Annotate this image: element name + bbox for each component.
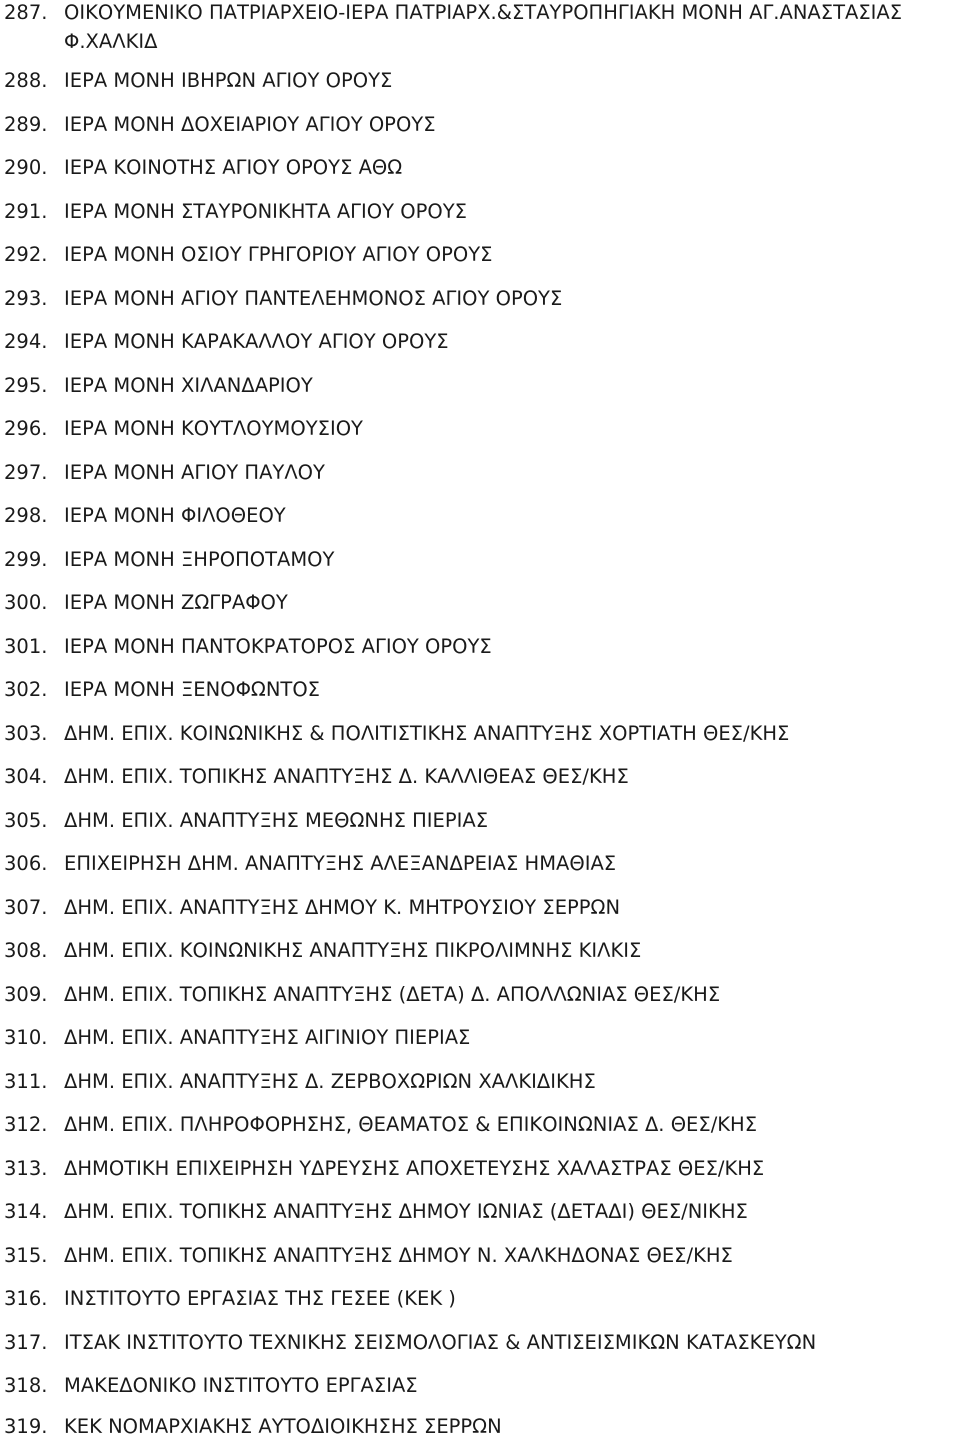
- item-text: ΙΕΡΑ ΜΟΝΗ ΚΑΡΑΚΑΛΛΟΥ ΑΓΙΟΥ ΟΡΟΥΣ: [64, 330, 449, 353]
- item-text: ΔΗΜ. ΕΠΙΧ. ΤΟΠΙΚΗΣ ΑΝΑΠΤΥΞΗΣ ΔΗΜΟΥ Ν. ΧΑΛΚΗΔΟΝΑΣ ΘΕΣ/ΚΗΣ: [64, 1243, 733, 1267]
- item-text: ΙΕΡΑ ΜΟΝΗ ΖΩΓΡΑΦΟΥ: [64, 591, 288, 614]
- item-text: ΔΗΜ. ΕΠΙΧ. ΤΟΠΙΚΗΣ ΑΝΑΠΤΥΞΗΣ ΔΗΜΟΥ ΙΩΝΙΑΣ (ΔΕΤΑΔΙ) ΘΕΣ/ΝΙΚΗΣ: [64, 1200, 748, 1223]
- item-text: ΕΠΙΧΕΙΡΗΣΗ ΔΗΜ. ΑΝΑΠΤΥΞΗΣ ΑΛΕΞΑΝΔΡΕΙΑΣ ΗΜΑΘΙΑΣ: [64, 852, 617, 875]
- item-number: 306.: [4, 852, 48, 875]
- item-text: ΙΤΣΑΚ ΙΝΣΤΙΤΟΥΤΟ ΤΕΧΝΙΚΗΣ ΣΕΙΣΜΟΛΟΓΙΑΣ & ΑΝΤΙΣΕΙΣΜΙΚΩΝ ΚΑΤΑΣΚΕΥΩΝ: [64, 1330, 817, 1354]
- item-number: 289.: [4, 112, 48, 136]
- item-text: ΙΕΡΑ ΜΟΝΗ ΣΤΑΥΡΟΝΙΚΗΤΑ ΑΓΙΟΥ ΟΡΟΥΣ: [64, 199, 467, 223]
- item-number: 314.: [4, 1200, 48, 1223]
- item-number: 317.: [4, 1330, 48, 1354]
- item-text: ΙΕΡΑ ΜΟΝΗ ΑΓΙΟΥ ΠΑΥΛΟΥ: [64, 460, 325, 484]
- item-number: 319.: [4, 1415, 48, 1438]
- item-number: 313.: [4, 1156, 48, 1180]
- item-text: ΙΕΡΑ ΜΟΝΗ ΦΙΛΟΘΕΟΥ: [64, 504, 286, 527]
- item-number: 299.: [4, 547, 48, 571]
- item-number: 301.: [4, 634, 48, 658]
- item-number: 295.: [4, 373, 48, 397]
- item-text: ΔΗΜ. ΕΠΙΧ. ΑΝΑΠΤΥΞΗΣ ΑΙΓΙΝΙΟΥ ΠΙΕΡΙΑΣ: [64, 1026, 471, 1049]
- item-text: ΙΕΡΑ ΜΟΝΗ ΙΒΗΡΩΝ ΑΓΙΟΥ ΟΡΟΥΣ: [64, 69, 393, 92]
- item-text: ΙΕΡΑ ΜΟΝΗ ΟΣΙΟΥ ΓΡΗΓΟΡΙΟΥ ΑΓΙΟΥ ΟΡΟΥΣ: [64, 243, 493, 266]
- item-number: 316.: [4, 1287, 48, 1310]
- item-number: 307.: [4, 895, 48, 919]
- item-number: 288.: [4, 69, 48, 92]
- item-number: 290.: [4, 156, 48, 179]
- item-text-continuation: Φ.ΧΑΛΚΙΔ: [64, 30, 158, 53]
- item-text: ΔΗΜ. ΕΠΙΧ. ΚΟΙΝΩΝΙΚΗΣ ΑΝΑΠΤΥΞΗΣ ΠΙΚΡΟΛΙΜΝΗΣ ΚΙΛΚΙΣ: [64, 939, 642, 962]
- item-number: 291.: [4, 199, 48, 223]
- item-text: ΔΗΜ. ΕΠΙΧ. ΠΛΗΡΟΦΟΡΗΣΗΣ, ΘΕΑΜΑΤΟΣ & ΕΠΙΚΟΙΝΩΝΙΑΣ Δ. ΘΕΣ/ΚΗΣ: [64, 1113, 758, 1136]
- item-text: ΙΕΡΑ ΜΟΝΗ ΔΟΧΕΙΑΡΙΟΥ ΑΓΙΟΥ ΟΡΟΥΣ: [64, 112, 436, 136]
- item-number: 309.: [4, 982, 48, 1006]
- item-text: ΜΑΚΕΔΟΝΙΚΟ ΙΝΣΤΙΤΟΥΤΟ ΕΡΓΑΣΙΑΣ: [64, 1374, 418, 1397]
- item-text: ΙΕΡΑ ΜΟΝΗ ΠΑΝΤΟΚΡΑΤΟΡΟΣ ΑΓΙΟΥ ΟΡΟΥΣ: [64, 634, 492, 658]
- item-number: 308.: [4, 939, 48, 962]
- item-text: ΙΕΡΑ ΜΟΝΗ ΞΗΡΟΠΟΤΑΜΟΥ: [64, 547, 335, 571]
- item-text: ΙΝΣΤΙΤΟΥΤΟ ΕΡΓΑΣΙΑΣ ΤΗΣ ΓΕΣΕΕ (ΚΕΚ ): [64, 1287, 456, 1310]
- item-number: 304.: [4, 765, 48, 788]
- item-number: 312.: [4, 1113, 48, 1136]
- item-text: ΔΗΜΟΤΙΚΗ ΕΠΙΧΕΙΡΗΣΗ ΥΔΡΕΥΣΗΣ ΑΠΟΧΕΤΕΥΣΗΣ ΧΑΛΑΣΤΡΑΣ ΘΕΣ/ΚΗΣ: [64, 1156, 765, 1180]
- item-text: ΙΕΡΑ ΜΟΝΗ ΑΓΙΟΥ ΠΑΝΤΕΛΕΗΜΟΝΟΣ ΑΓΙΟΥ ΟΡΟΥΣ: [64, 286, 563, 310]
- item-text: ΙΕΡΑ ΜΟΝΗ ΚΟΥΤΛΟΥΜΟΥΣΙΟΥ: [64, 417, 363, 440]
- item-text: ΔΗΜ. ΕΠΙΧ. ΑΝΑΠΤΥΞΗΣ ΜΕΘΩΝΗΣ ΠΙΕΡΙΑΣ: [64, 808, 489, 832]
- item-text: ΔΗΜ. ΕΠΙΧ. ΑΝΑΠΤΥΞΗΣ Δ. ΖΕΡΒΟΧΩΡΙΩΝ ΧΑΛΚΙΔΙΚΗΣ: [64, 1069, 596, 1093]
- item-number: 294.: [4, 330, 48, 353]
- item-text: ΚΕΚ ΝΟΜΑΡΧΙΑΚΗΣ ΑΥΤΟΔΙΟΙΚΗΣΗΣ ΣΕΡΡΩΝ: [64, 1415, 502, 1438]
- item-number: 293.: [4, 286, 48, 310]
- item-number: 292.: [4, 243, 48, 266]
- item-text: ΔΗΜ. ΕΠΙΧ. ΚΟΙΝΩΝΙΚΗΣ & ΠΟΛΙΤΙΣΤΙΚΗΣ ΑΝΑΠΤΥΞΗΣ ΧΟΡΤΙΑΤΗ ΘΕΣ/ΚΗΣ: [64, 721, 790, 745]
- item-number: 300.: [4, 591, 48, 614]
- item-number: 302.: [4, 678, 48, 701]
- item-text: ΙΕΡΑ ΜΟΝΗ ΧΙΛΑΝΔΑΡΙΟΥ: [64, 373, 313, 397]
- item-text: ΔΗΜ. ΕΠΙΧ. ΤΟΠΙΚΗΣ ΑΝΑΠΤΥΞΗΣ Δ. ΚΑΛΛΙΘΕΑΣ ΘΕΣ/ΚΗΣ: [64, 765, 629, 788]
- item-text: ΙΕΡΑ ΚΟΙΝΟΤΗΣ ΑΓΙΟΥ ΟΡΟΥΣ ΑΘΩ: [64, 156, 403, 179]
- item-number: 298.: [4, 504, 48, 527]
- item-text: ΟΙΚΟΥΜΕΝΙΚΟ ΠΑΤΡΙΑΡΧΕΙΟ-ΙΕΡΑ ΠΑΤΡΙΑΡΧ.&ΣΤΑΥΡΟΠΗΓΙΑΚΗ ΜΟΝΗ ΑΓ.ΑΝΑΣΤΑΣΙΑΣ: [64, 1, 903, 24]
- item-text: ΔΗΜ. ΕΠΙΧ. ΑΝΑΠΤΥΞΗΣ ΔΗΜΟΥ Κ. ΜΗΤΡΟΥΣΙΟΥ ΣΕΡΡΩΝ: [64, 895, 621, 919]
- item-number: 296.: [4, 417, 48, 440]
- item-number: 318.: [4, 1374, 48, 1397]
- item-number: 287.: [4, 1, 48, 24]
- item-number: 310.: [4, 1026, 48, 1049]
- item-text: ΙΕΡΑ ΜΟΝΗ ΞΕΝΟΦΩΝΤΟΣ: [64, 678, 320, 701]
- item-number: 311.: [4, 1069, 48, 1093]
- item-text: ΔΗΜ. ΕΠΙΧ. ΤΟΠΙΚΗΣ ΑΝΑΠΤΥΞΗΣ (ΔΕΤΑ) Δ. ΑΠΟΛΛΩΝΙΑΣ ΘΕΣ/ΚΗΣ: [64, 982, 721, 1006]
- item-number: 305.: [4, 808, 48, 832]
- item-number: 297.: [4, 460, 48, 484]
- item-number: 303.: [4, 721, 48, 745]
- item-number: 315.: [4, 1243, 48, 1267]
